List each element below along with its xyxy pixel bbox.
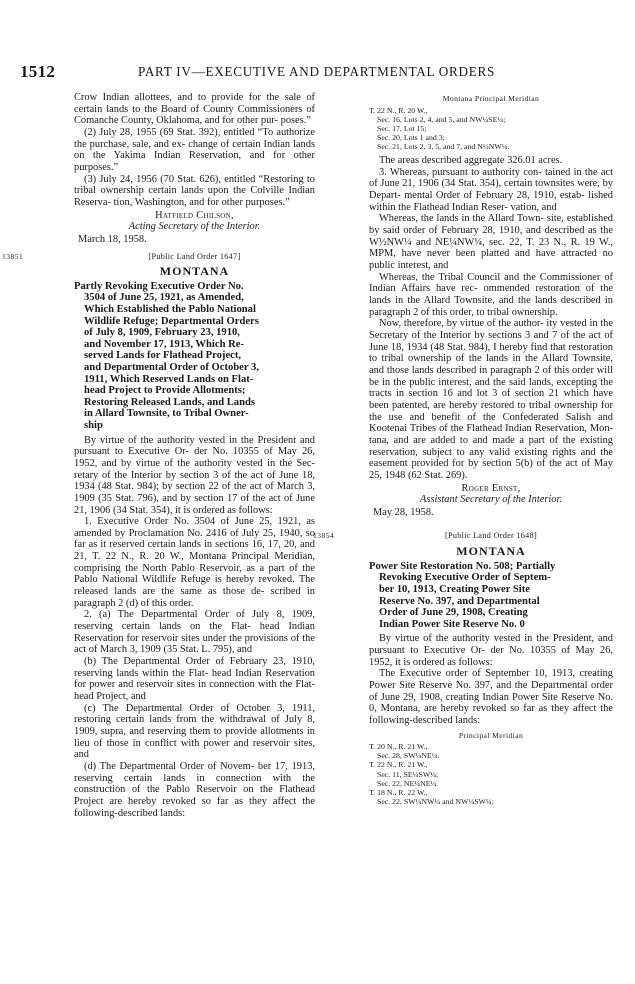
meridian-heading: Principal Meridian (458, 730, 524, 740)
order-item-2d: (d) The Departmental Order of Novem- ber 17, 1913, reserving certain lands in connection with the construction of the Pablo Reservoir on the Flathead Project are hereby revoked so far as they affect the following-described lands: (74, 760, 315, 819)
signer-name: Roger Ernst, (461, 482, 521, 494)
page-header (20, 62, 615, 86)
order-number: 13854 [Public Land Order 1648] (313, 531, 537, 541)
land-description: T. 20 N., R. 21 W., Sec. 28, SW¼NE¼. T. 22 N., R. 21 W., Sec. 11, SE¼SW¼; Sec. 22, NE¼NE¼. T. 18 N., R. 22 W., Sec. 22, SW¼NW¼ and NW¼SW¼; (369, 742, 494, 806)
page-number: 1512 (20, 62, 56, 81)
whereas-paragraph-2: Whereas, the Tribal Council and the Commissioner of Indian Affairs have rec- ommended restoration of the lands in the Allard Townsite, and the lands described in paragraph 2 of this order, to tribal ownership. (369, 271, 614, 318)
signature-date: May 28, 1958. (373, 506, 434, 518)
order-title: Power Site Restoration No. 508; Partially Revoking Executive Order of Septem- ber 10, 1913, Creating Power Site Reserve No. 397, and Departmental Order of June 29, 1908, Creating Indian Power Site Reserve No. 0 (369, 560, 556, 630)
order-item-2b: (b) The Departmental Order of February 23, 1910, reserving lands within the Flat- head Indian Reservation for power and reservoir sites in connection with the Flat- head Project, and (74, 656, 316, 702)
state-heading: MONTANA (456, 544, 526, 559)
left-column (2, 92, 316, 819)
order-item-1: 1. Executive Order No. 3504 of June 25, 1921, as amended by Proclamation No. 2416 of July 25, 1940, so far as it reserved certain lands in sections 16, 17, 20, and 21, T. 22 N., R. 20 W., Montana Principal Meridian, comprising the North Pablo Reservoir, as a part of the Pablo National Wildlife Refuge is hereby revoked. The released lands are the same as those de- scribed in paragraph 2 (d) of this order. (74, 516, 316, 609)
running-head: PART IV—EXECUTIVE AND DEPARTMENTAL ORDERS (138, 64, 495, 79)
signer-title: Assistant Secretary of the Interior. (420, 494, 562, 506)
whereas-paragraph-1: Whereas, the lands in the Allard Town- site, established by said order of February 28, 1910, and described as the W½NW¼ and NE¼NW¼, sec. 22, T. 23 N., R. 19 W., MPM, have never been platted and have attracted no public interest, and (369, 213, 614, 272)
now-therefore-paragraph: Now, therefore, by virtue of the author- ity vested in the Secretary of the Interior by sections 3 and 7 of the act of June 18, 1934 (48 Stat. 984), I hereby find that restoration to tribal ownership of the lands in the Allard Townsite, and those lands described in paragraph 2 of this order will be in the public interest, and the said lands, excepting the tracts in section 16 and lot 3 of section 21 which have been patented, are hereby restored to tribal ownership for the use and benefit of the Confederated Salish and Kootenai Tribes of the Flathead Indian Reservation, Mon- tana, and are added to and made a part of the existing reservation, subject to any valid existing rights and the easement provided for by section 5(b) of the act of May 25, 1948 (62 Stat. 269). (369, 318, 613, 481)
revocation-paragraph: The Executive order of September 10, 1913, creating Power Site Reserve No. 397, and the Departmental order of June 29, 1908, creating Indian Power Site Reserve No. 0, Montana, are hereby revoked so far as they affect the following-described lands: (369, 668, 614, 726)
signer-title: Acting Secretary of the Interior. (128, 221, 261, 233)
margin-document-number: 13854 (313, 531, 335, 541)
margin-document-number: 13851 (2, 251, 24, 261)
signer-name: Hatfield Chilson, (155, 209, 234, 221)
order-title: Partly Revoking Executive Order No. 3504 of June 25, 1921, as Amended, Which Established the Pablo National Wildlife Refuge; Departmental Orders of July 8, 1909, February 23, 1910, and November 17, 1913, Which Re- served Lands for Flathead Project, and Departmental Order of October 3, 1911, Which Reserved Lands on Flat- head Project to Provide Allotments; Restoring Released Lands, and Lands in Allard Townsite, to Tribal Owner- ship (74, 280, 259, 431)
right-column (313, 92, 614, 806)
continued-paragraph: Crow Indian allottees, and to provide for the sale of certain lands to the Board of County Commissioners of Comanche County, Oklahoma, and for other pur- poses.” (74, 92, 316, 127)
authority-paragraph: By virtue of the authority vested in the President and pursuant to Executive Or- der No. 10355 of May 26, 1952, and by virtue of the authority vested in the Sec- retary of the Interior by section 3 of the act of June 18, 1934 (48 Stat. 984); by section 22 of the act of March 3, 1909 (35 Stat. 796), and by section 17 of the act of June 21, 1906 (34 Stat. 354), it is ordered as follows: (74, 434, 315, 516)
act-citation-2: (2) July 28, 1955 (69 Stat. 392), entitled “To authorize the purchase, sale, and ex- change of certain Indian lands on the Yakima Indian Reservation, and for other purposes.” (74, 126, 316, 173)
order-item-2a: 2. (a) The Departmental Order of July 8, 1909, reserving certain lands on the Flat- head Indian Reservation for reservoir sites under the provisions of the act of March 3, 1909 (35 Stat. L. 795), and (74, 609, 315, 656)
land-description: T. 22 N., R. 20 W., Sec. 16, Lots 2, 4, and 5, and NW¼SE¼; Sec. 17, Lot 15; Sec. 20, Lots 1 and 3; Sec. 21, Lots 2, 3, 5, and 7, and N½NW¼. (369, 105, 510, 152)
order-number: 13851 [Public Land Order 1647] (2, 251, 241, 261)
area-total: The areas described aggregate 326.01 acres. (379, 155, 563, 167)
order-item-3: 3. Whereas, pursuant to authority con- tained in the act of June 21, 1906 (34 Stat. 354), certain townsites were, by Depart- mental Order of February 28, 1910, estab- lished within the Flathead Indian Reser- vation, and (369, 166, 614, 213)
state-heading: MONTANA (159, 264, 230, 279)
order-item-2c: (c) The Departmental Order of October 3, 1911, restoring certain lands from the withdrawal of July 8, 1909, supra, and reserving them to provide allotments in lieu of those in conflict with power and reservoir sites, and (74, 702, 315, 761)
meridian-heading: Montana Principal Meridian (442, 94, 540, 103)
authority-paragraph: By virtue of the authority vested in the President, and pursuant to Executive Or- der No. 10355 of May 26, 1952, it is ordered as follows: (369, 633, 614, 668)
signature-date: March 18, 1958. (78, 233, 147, 245)
act-citation-3: (3) July 24, 1956 (70 Stat. 626), entitled “Restoring to tribal ownership certain lands upon the Colville Indian Reserva- tion, Washington, and for other purposes.” (74, 173, 316, 208)
